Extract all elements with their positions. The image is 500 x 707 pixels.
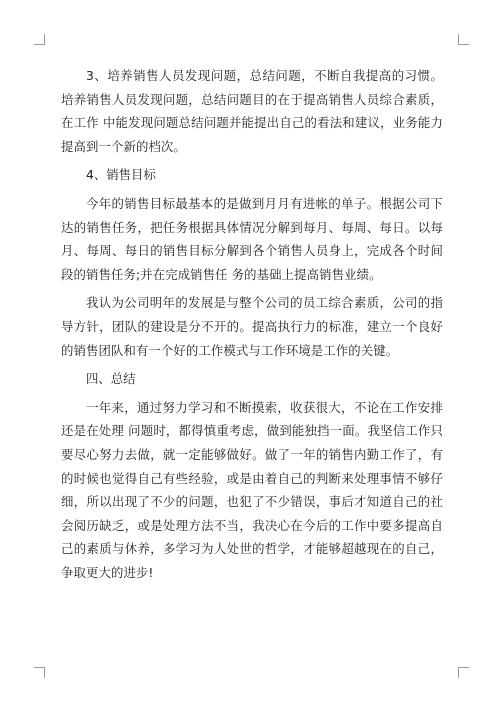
crop-mark-bottom-left — [34, 667, 45, 678]
heading-summary: 四、总结 — [86, 371, 136, 387]
heading-sales-target: 4、销售目标 — [86, 167, 156, 183]
crop-mark-top-left — [34, 34, 45, 45]
paragraph-sales-training: 3、培养销售人员发现问题，总结问题，不断自我提高的习惯。培养销售人员发现问题，总结问题目的在于提高销售人员综合素质，在工作 中能发现问题总结问题并能提出自己的看法和建议，业务能力提高到一个新的档次。 — [61, 68, 443, 154]
paragraph-company-development: 我认为公司明年的发展是与整个公司的员工综合素质，公司的指导方针，团队的建设是分不开的。提高执行力的标准，建立一个良好的销售团队和有一个好的工作模式与工作环境是工作的关键。 — [61, 295, 443, 358]
paragraph-sales-target: 今年的销售目标最基本的是做到月月有进帐的单子。根据公司下达的销售任务，把任务根据具体情况分解到每月、每周、每日。以每月、每周、每日的销售目标分解到各个销售人员身上，完成各个时间段的销售任务;并在完成销售任 务的基础上提高销售业绩。 — [61, 195, 443, 282]
paragraph-summary: 一年来，通过努力学习和不断摸索，收获很大，不论在工作安排还是在处理 问题时，都得慎重考虑，做到能独挡一面。我坚信工作只要尽心努力去做，就一定能够做好。做了一年的销售内勤工作了，有的时候也觉得自己有些经验，或是由着自己的判断来处理事情不够仔细，所以出现了不少的问题，也犯了不少错误，事后才知道自己的社会阅历缺乏，或是处理方法不当，我决心在今后的工作中要多提高自己的素质与休养，多学习为人处世的哲学，才能够超越现在的自己，争取更大的进步! — [61, 399, 443, 580]
document-body — [61, 64, 443, 584]
crop-mark-top-right — [458, 34, 469, 45]
crop-mark-bottom-right — [458, 667, 469, 678]
